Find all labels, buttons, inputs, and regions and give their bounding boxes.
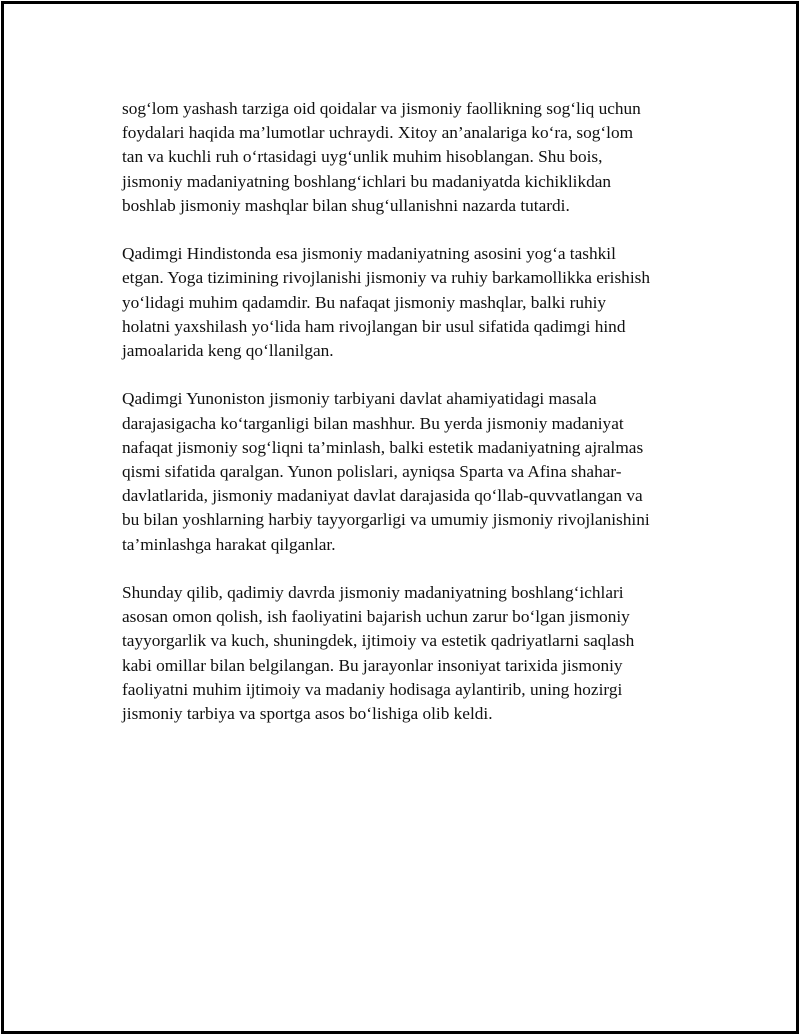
text-line: sog‘lom yashash tarziga oid qoidalar va jismoniy faollikning sog‘liq uchun [122, 99, 641, 118]
text-line: qismi sifatida qaralgan. Yunon polislari, ayniqsa Sparta va Afina shahar- [122, 462, 622, 482]
text-line: etgan. Yoga tizimining rivojlanishi jismoniy va ruhiy barkamollikka erishish [122, 268, 650, 288]
text-line: Qadimgi Hindistonda esa jismoniy madaniyatning asosini yog‘a tashkil [122, 244, 616, 264]
paragraph-ancient-india [122, 242, 702, 363]
text-line: Shunday qilib, qadimiy davrda jismoniy madaniyatning boshlang‘ichlari [122, 583, 624, 603]
text-line: jamoalarida keng qo‘llanilgan. [122, 341, 334, 361]
paragraph-conclusion [122, 581, 702, 726]
text-line: tan va kuchli ruh o‘rtasidagi uyg‘unlik muhim hisoblangan. Shu bois, [122, 147, 603, 167]
text-line: jismoniy madaniyatning boshlang‘ichlari bu madaniyatda kichiklikdan [122, 171, 612, 191]
text-line: holatni yaxshilash yo‘lida ham rivojlangan bir usul sifatida qadimgi hind [122, 316, 626, 336]
text-line: foydalari haqida ma’lumotlar uchraydi. Xitoy an’analariga ko‘ra, sog‘lom [122, 123, 634, 143]
paragraph-ancient-greece [122, 387, 702, 556]
text-line: Qadimgi Yunoniston jismoniy tarbiyani davlat ahamiyatidagi masala [122, 389, 597, 409]
text-line: ta’minlashga harakat qilganlar. [122, 534, 336, 554]
document-body [122, 97, 702, 750]
page-frame [1, 1, 799, 1034]
text-line: nafaqat jismoniy sog‘liqni ta’minlash, balki estetik madaniyatning ajralmas [122, 437, 644, 457]
text-line: davlatlarida, jismoniy madaniyat davlat darajasida qo‘llab-quvvatlangan va [122, 486, 643, 506]
paragraph-ancient-china [122, 97, 702, 218]
text-line: tayyorgarlik va kuch, shuningdek, ijtimoiy va estetik qadriyatlarni saqlash [122, 631, 635, 651]
text-line: boshlab jismoniy mashqlar bilan shug‘ullanishni nazarda tutardi. [122, 195, 570, 215]
text-line: asosan omon qolish, ish faoliyatini bajarish uchun zarur bo‘lgan jismoniy [122, 607, 630, 627]
text-line: yo‘lidagi muhim qadamdir. Bu nafaqat jismoniy mashqlar, balki ruhiy [122, 292, 607, 312]
text-line: faoliyatni muhim ijtimoiy va madaniy hodisaga aylantirib, uning hozirgi [122, 679, 623, 699]
text-line: darajasigacha ko‘targanligi bilan mashhur. Bu yerda jismoniy madaniyat [122, 413, 624, 433]
text-line: kabi omillar bilan belgilangan. Bu jarayonlar insoniyat tarixida jismoniy [122, 655, 623, 675]
text-line: jismoniy tarbiya va sportga asos bo‘lishiga olib keldi. [122, 704, 493, 724]
text-line: bu bilan yoshlarning harbiy tayyorgarligi va umumiy jismoniy rivojlanishini [122, 510, 650, 530]
